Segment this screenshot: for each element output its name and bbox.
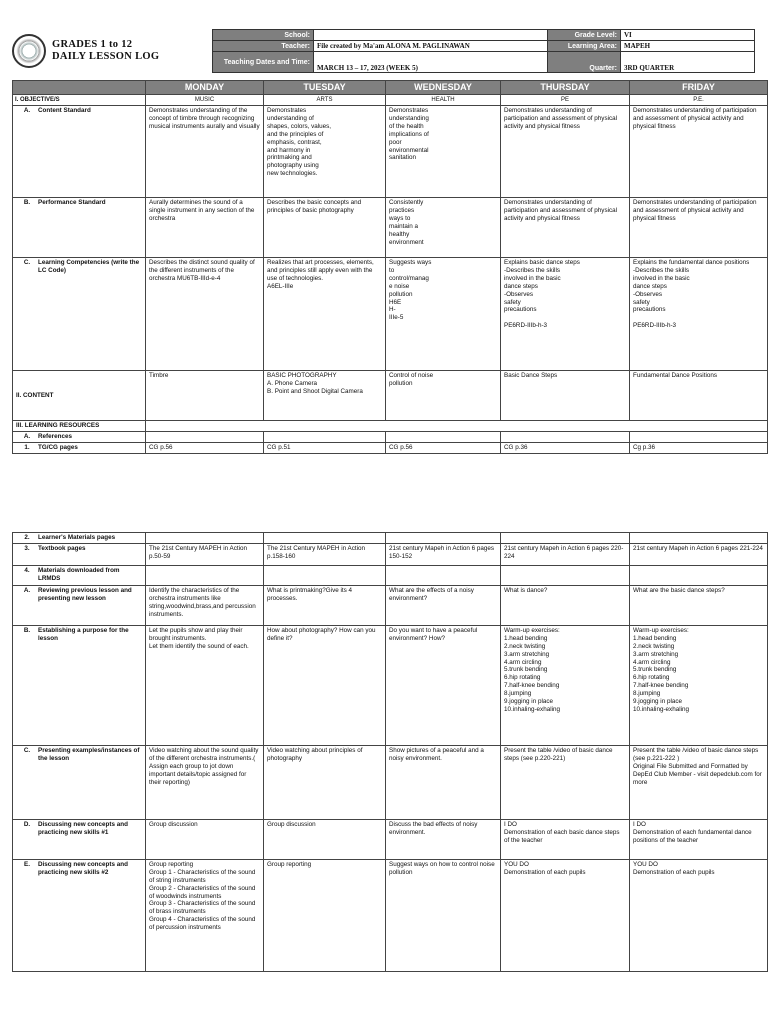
resources-label: III. LEARNING RESOURCES xyxy=(13,421,146,432)
table-row xyxy=(13,533,768,544)
table-cell xyxy=(264,533,386,544)
table-cell: Aurally determines the sound of a single instrument in any section of the orchestra xyxy=(146,198,264,258)
day-header-row xyxy=(13,81,768,95)
day-tuesday: TUESDAY xyxy=(264,81,386,95)
table-cell xyxy=(630,565,768,585)
area-label: Learning Area: xyxy=(548,41,621,52)
table-cell: What are the basic dance steps? xyxy=(630,585,768,625)
table-cell: Fundamental Dance Positions xyxy=(630,371,768,421)
table-cell xyxy=(146,533,264,544)
table-cell: What are the effects of a noisy environment? xyxy=(386,585,501,625)
day-monday: MONDAY xyxy=(146,81,264,95)
table-cell: Demonstrates understanding of participation and assessment of physical activity and physical fitness xyxy=(501,106,630,198)
table-cell: The 21st Century MAPEH in Action p.158-160 xyxy=(264,543,386,565)
row-label: A. Reviewing previous lesson and presenting new lesson xyxy=(13,585,146,625)
table-cell: Discuss the bad effects of noisy environment. xyxy=(386,819,501,859)
subject-cell: PE xyxy=(501,95,630,106)
table-cell: Suggest ways on how to control noise pollution xyxy=(386,859,501,971)
table-cell: Do you want to have a peaceful environment? How? xyxy=(386,625,501,745)
subject-row xyxy=(13,95,768,106)
table-cell: Let the pupils show and play their brought instruments. Let them identify the sound of each. xyxy=(146,625,264,745)
table-row xyxy=(13,198,768,258)
lesson-log-table-page1 xyxy=(12,80,768,454)
table-cell xyxy=(501,565,630,585)
content-row xyxy=(13,371,768,421)
subject-cell: HEALTH xyxy=(386,95,501,106)
row-label: D. Discussing new concepts and practicing new skills #1 xyxy=(13,819,146,859)
row-label: B. Performance Standard xyxy=(13,198,146,258)
row-label: 4. Materials downloaded from LRMDS xyxy=(13,565,146,585)
row-label: 3. Textbook pages xyxy=(13,543,146,565)
table-cell: Suggests ways to control/manag e noise pollution H6E H- IIIe-5 xyxy=(386,258,501,371)
table-cell xyxy=(501,533,630,544)
quarter-label: Quarter: xyxy=(548,52,621,73)
table-row xyxy=(13,442,768,453)
table-row xyxy=(13,543,768,565)
table-cell: Realizes that art processes, elements, and principles still apply even with the use of technologies. A6EL-IIIe xyxy=(264,258,386,371)
teacher-label: Teacher: xyxy=(213,41,314,52)
table-cell: CG p.56 xyxy=(146,442,264,453)
table-cell: Basic Dance Steps xyxy=(501,371,630,421)
table-cell: Present the table /video of basic dance steps (see p.221-222 ) Original File Submitted and Formatted by DepEd Club Member - visit depedclub.com for more xyxy=(630,745,768,819)
table-row xyxy=(13,565,768,585)
table-cell: Video watching about the sound quality of the different orchestra instruments.( Assign each group to jot down important details/topic assigned for their reporting) xyxy=(146,745,264,819)
table-cell: 21st century Mapeh in Action 6 pages 220-224 xyxy=(501,543,630,565)
table-row xyxy=(13,859,768,971)
table-cell: Demonstrates understanding of participation and assessment of physical activity and physical fitness xyxy=(630,198,768,258)
table-cell: Cg p.36 xyxy=(630,442,768,453)
document-title: GRADES 1 to 12 DAILY LESSON LOG xyxy=(52,39,160,62)
table-cell: Demonstrates understanding of the concept of timbre through recognizing musical instruments aurally and visually xyxy=(146,106,264,198)
references-row xyxy=(13,431,768,442)
table-row xyxy=(13,106,768,198)
grade-label: Grade Level: xyxy=(548,30,621,41)
table-cell xyxy=(630,533,768,544)
table-cell: Group discussion xyxy=(264,819,386,859)
info-table xyxy=(212,29,755,73)
table-row xyxy=(13,745,768,819)
row-label: 2. Learner's Materials pages xyxy=(13,533,146,544)
table-cell: What is dance? xyxy=(501,585,630,625)
table-cell: Demonstrates understanding of the health implications of poor environmental sanitation xyxy=(386,106,501,198)
school-value xyxy=(314,30,548,41)
table-cell: BASIC PHOTOGRAPHY A. Phone Camera B. Point and Shoot Digital Camera xyxy=(264,371,386,421)
table-cell: Group discussion xyxy=(146,819,264,859)
document-header xyxy=(12,28,212,74)
table-cell: Demonstrates understanding of participation and assessment of physical activity and physical fitness xyxy=(501,198,630,258)
day-friday: FRIDAY xyxy=(630,81,768,95)
table-cell: 21st century Mapeh in Action 6 pages 150-152 xyxy=(386,543,501,565)
table-cell: How about photography? How can you define it? xyxy=(264,625,386,745)
row-label: 1. TG/CG pages xyxy=(13,442,146,453)
table-cell: I DO Demonstration of each basic dance steps of the teacher xyxy=(501,819,630,859)
table-cell: Demonstrates understanding of participation and assessment of physical activity and physical fitness xyxy=(630,106,768,198)
table-cell: Describes the distinct sound quality of the different instruments of the orchestra MU6TB-IIId-e-4 xyxy=(146,258,264,371)
quarter-value: 3RD QUARTER xyxy=(621,52,755,73)
table-cell xyxy=(146,565,264,585)
grade-value: VI xyxy=(621,30,755,41)
row-label: A. References xyxy=(13,431,146,442)
row-label: B. Establishing a purpose for the lesson xyxy=(13,625,146,745)
table-cell: I DO Demonstration of each fundamental dance positions of the teacher xyxy=(630,819,768,859)
row-label: C. Presenting examples/instances of the lesson xyxy=(13,745,146,819)
subject-cell: ARTS xyxy=(264,95,386,106)
table-cell: Timbre xyxy=(146,371,264,421)
table-cell: Warm-up exercises: 1.head bending 2.neck twisting 3.arm stretching 4.arm circling 5.trunk bending 6.hip rotating 7.half-knee bending 8.jumping 9.jogging in place 10.inhaling-exhaling xyxy=(501,625,630,745)
table-cell: CG p.51 xyxy=(264,442,386,453)
table-row xyxy=(13,258,768,371)
table-cell: Present the table /video of basic dance steps (see p.220-221) xyxy=(501,745,630,819)
day-thursday: THURSDAY xyxy=(501,81,630,95)
table-cell: Explains basic dance steps -Describes the skills involved in the basic dance steps -Observes safety precautions PE6RD-IIIb-h-3 xyxy=(501,258,630,371)
dates-label: Teaching Dates and Time: xyxy=(213,52,314,73)
subject-cell: P.E. xyxy=(630,95,768,106)
table-cell: CG p.36 xyxy=(501,442,630,453)
table-cell xyxy=(386,533,501,544)
deped-seal-icon xyxy=(12,34,46,68)
table-cell: Identify the characteristics of the orchestra instruments like string,woodwind,brass,and percussion instruments. xyxy=(146,585,264,625)
table-row xyxy=(13,625,768,745)
table-cell: Video watching about principles of photography xyxy=(264,745,386,819)
table-cell: Consistently practices ways to maintain a healthy environment xyxy=(386,198,501,258)
row-label: C. Learning Competencies (write the LC Code) xyxy=(13,258,146,371)
table-cell xyxy=(386,565,501,585)
teacher-value: File created by Ma'am ALONA M. PAGLINAWAN xyxy=(314,41,548,52)
content-label: II. CONTENT xyxy=(13,371,146,421)
table-cell: Group reporting Group 1 - Characteristics of the sound of string instruments Group 2 - Characteristics of the sound of woodwinds instruments Group 3 - Characteristics of the sound of brass instruments Group 4 - Characteristics of the sound of percussion instruments xyxy=(146,859,264,971)
table-cell: 21st century Mapeh in Action 6 pages 221-224 xyxy=(630,543,768,565)
table-cell: The 21st Century MAPEH in Action p.50-59 xyxy=(146,543,264,565)
table-cell: What is printmaking?Give its 4 processes. xyxy=(264,585,386,625)
subject-cell: MUSIC xyxy=(146,95,264,106)
dates-value: MARCH 13 – 17, 2023 (WEEK 5) xyxy=(314,52,548,73)
table-cell: Group reporting xyxy=(264,859,386,971)
table-cell: YOU DO Demonstration of each pupils xyxy=(630,859,768,971)
school-label: School: xyxy=(213,30,314,41)
table-cell xyxy=(264,565,386,585)
table-cell: Show pictures of a peaceful and a noisy environment. xyxy=(386,745,501,819)
table-row xyxy=(13,819,768,859)
resources-row xyxy=(13,421,768,432)
day-wednesday: WEDNESDAY xyxy=(386,81,501,95)
table-cell: Warm-up exercises: 1.head bending 2.neck twisting 3.arm stretching 4.arm circling 5.trunk bending 6.hip rotating 7.half-knee bending 8.jumping 9.jogging in place 10.inhaling-exhaling xyxy=(630,625,768,745)
row-label: E. Discussing new concepts and practicing new skills #2 xyxy=(13,859,146,971)
objectives-label: I. OBJECTIVE/S xyxy=(13,95,146,106)
table-cell: CG p.56 xyxy=(386,442,501,453)
lesson-log-table-page2 xyxy=(12,532,768,972)
table-cell: Describes the basic concepts and principles of basic photography xyxy=(264,198,386,258)
table-cell: Control of noise pollution xyxy=(386,371,501,421)
table-row xyxy=(13,585,768,625)
table-cell: YOU DO Demonstration of each pupils xyxy=(501,859,630,971)
table-cell: Demonstrates understanding of shapes, colors, values, and the principles of emphasis, contrast, and harmony in printmaking and photography using new technologies. xyxy=(264,106,386,198)
row-label: A. Content Standard xyxy=(13,106,146,198)
area-value: MAPEH xyxy=(621,41,755,52)
table-cell: Explains the fundamental dance positions -Describes the skills involved in the basic dance steps -Observes safety precautions PE6RD-IIIb-h-3 xyxy=(630,258,768,371)
